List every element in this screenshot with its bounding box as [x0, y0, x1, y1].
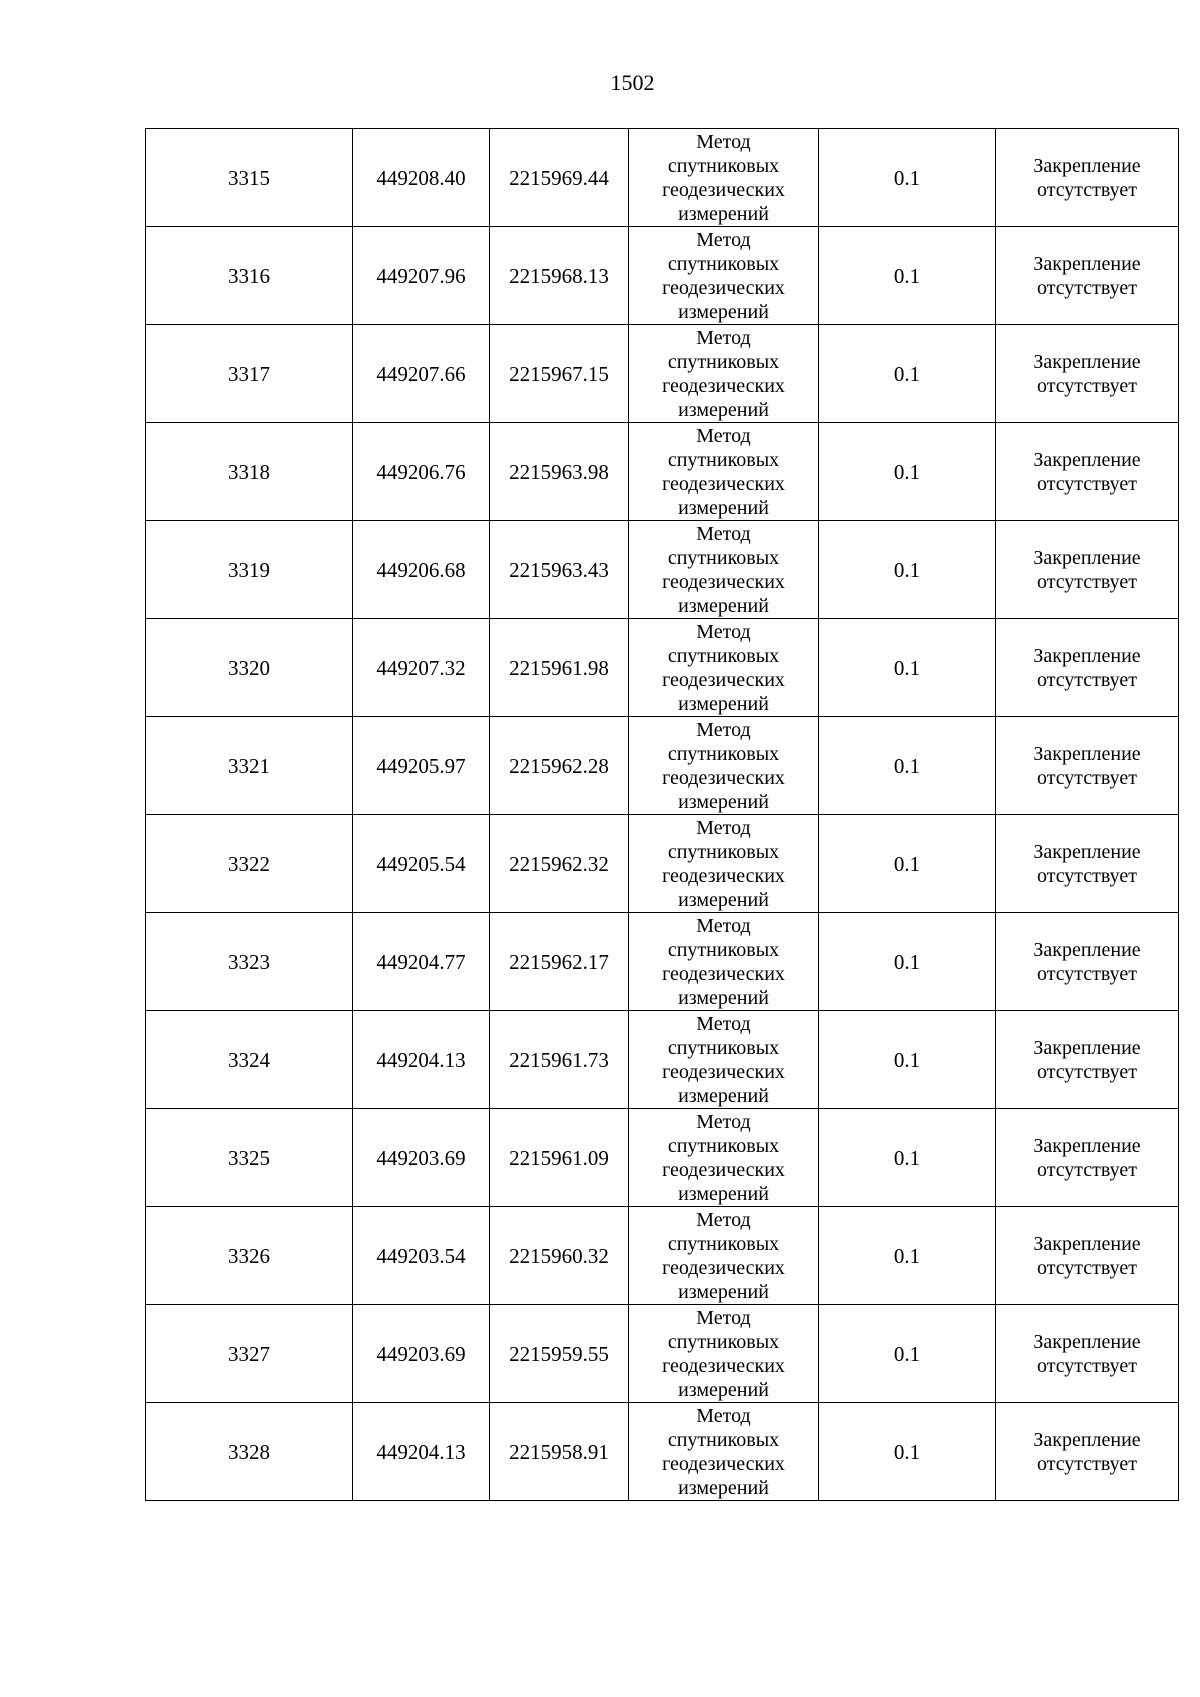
fixing-cell-line: отсутствует [1036, 374, 1138, 397]
fixing-cell-line: отсутствует [1036, 1256, 1138, 1279]
x-coordinate-cell: 449205.54 [353, 815, 490, 913]
fixing-cell [996, 1109, 1179, 1207]
method-cell-line: геодезических [662, 1354, 785, 1377]
table-row [146, 227, 1179, 325]
y-coordinate-cell: 2215961.09 [490, 1109, 629, 1207]
accuracy-cell: 0.1 [819, 1011, 996, 1109]
point-number-cell: 3315 [146, 129, 353, 227]
fixing-cell-line: Закрепление [1033, 154, 1141, 177]
method-cell-line: измерений [678, 888, 769, 911]
fixing-cell-line: Закрепление [1033, 1330, 1141, 1353]
x-coordinate-cell: 449204.13 [353, 1403, 490, 1501]
method-cell-line: геодезических [662, 570, 785, 593]
point-number-cell: 3328 [146, 1403, 353, 1501]
method-cell-line: Метод [696, 620, 751, 643]
x-coordinate-cell: 449203.54 [353, 1207, 490, 1305]
method-cell-line: Метод [696, 914, 751, 937]
method-cell [629, 1207, 819, 1305]
y-coordinate-cell: 2215959.55 [490, 1305, 629, 1403]
method-cell-line: геодезических [662, 374, 785, 397]
fixing-cell-line: Закрепление [1033, 252, 1141, 275]
method-cell-line: измерений [678, 1378, 769, 1401]
accuracy-cell: 0.1 [819, 423, 996, 521]
x-coordinate-cell: 449206.76 [353, 423, 490, 521]
fixing-cell-line: Закрепление [1033, 742, 1141, 765]
fixing-cell [996, 227, 1179, 325]
method-cell-line: спутниковых [667, 154, 780, 177]
fixing-cell-line: Закрепление [1033, 644, 1141, 667]
method-cell-line: Метод [696, 326, 751, 349]
point-number-cell: 3324 [146, 1011, 353, 1109]
method-cell-line: геодезических [662, 1060, 785, 1083]
fixing-cell [996, 1403, 1179, 1501]
fixing-cell [996, 619, 1179, 717]
fixing-cell-line: отсутствует [1036, 1354, 1138, 1377]
point-number-cell: 3316 [146, 227, 353, 325]
accuracy-cell: 0.1 [819, 619, 996, 717]
table-row [146, 619, 1179, 717]
point-number-cell: 3325 [146, 1109, 353, 1207]
fixing-cell-line: Закрепление [1033, 1428, 1141, 1451]
page-number: 1502 [610, 70, 655, 95]
method-cell [629, 423, 819, 521]
fixing-cell [996, 521, 1179, 619]
x-coordinate-cell: 449203.69 [353, 1109, 490, 1207]
point-number-cell: 3321 [146, 717, 353, 815]
method-cell [629, 325, 819, 423]
y-coordinate-cell: 2215961.98 [490, 619, 629, 717]
fixing-cell-line: Закрепление [1033, 1036, 1141, 1059]
method-cell-line: Метод [696, 228, 751, 251]
method-cell-line: спутниковых [667, 1036, 780, 1059]
method-cell-line: измерений [678, 692, 769, 715]
fixing-cell-line: Закрепление [1033, 938, 1141, 961]
y-coordinate-cell: 2215967.15 [490, 325, 629, 423]
method-cell-line: измерений [678, 496, 769, 519]
method-cell-line: геодезических [662, 472, 785, 495]
point-number-cell: 3317 [146, 325, 353, 423]
x-coordinate-cell: 449206.68 [353, 521, 490, 619]
method-cell [629, 619, 819, 717]
method-cell [629, 1305, 819, 1403]
point-number-cell: 3322 [146, 815, 353, 913]
fixing-cell [996, 423, 1179, 521]
method-cell-line: измерений [678, 1476, 769, 1499]
method-cell-line: измерений [678, 1280, 769, 1303]
table-row [146, 521, 1179, 619]
method-cell [629, 717, 819, 815]
fixing-cell-line: отсутствует [1036, 472, 1138, 495]
method-cell-line: спутниковых [667, 1232, 780, 1255]
point-number-cell: 3323 [146, 913, 353, 1011]
fixing-cell-line: Закрепление [1033, 1232, 1141, 1255]
fixing-cell [996, 129, 1179, 227]
method-cell-line: Метод [696, 718, 751, 741]
y-coordinate-cell: 2215963.43 [490, 521, 629, 619]
point-number-cell: 3320 [146, 619, 353, 717]
accuracy-cell: 0.1 [819, 717, 996, 815]
method-cell-line: геодезических [662, 766, 785, 789]
y-coordinate-cell: 2215962.17 [490, 913, 629, 1011]
method-cell-line: измерений [678, 790, 769, 813]
fixing-cell-line: отсутствует [1036, 178, 1138, 201]
table-row [146, 1109, 1179, 1207]
method-cell-line: Метод [696, 522, 751, 545]
method-cell [629, 521, 819, 619]
y-coordinate-cell: 2215958.91 [490, 1403, 629, 1501]
table-row [146, 325, 1179, 423]
fixing-cell [996, 1207, 1179, 1305]
y-coordinate-cell: 2215962.28 [490, 717, 629, 815]
method-cell-line: измерений [678, 202, 769, 225]
accuracy-cell: 0.1 [819, 521, 996, 619]
table-body [146, 129, 1179, 1501]
y-coordinate-cell: 2215960.32 [490, 1207, 629, 1305]
table-row [146, 129, 1179, 227]
fixing-cell-line: отсутствует [1036, 1452, 1138, 1475]
method-cell-line: измерений [678, 300, 769, 323]
method-cell-line: Метод [696, 1208, 751, 1231]
method-cell-line: спутниковых [667, 252, 780, 275]
table-row [146, 913, 1179, 1011]
y-coordinate-cell: 2215968.13 [490, 227, 629, 325]
method-cell [629, 129, 819, 227]
fixing-cell [996, 815, 1179, 913]
y-coordinate-cell: 2215962.32 [490, 815, 629, 913]
x-coordinate-cell: 449203.69 [353, 1305, 490, 1403]
method-cell-line: геодезических [662, 1452, 785, 1475]
accuracy-cell: 0.1 [819, 129, 996, 227]
table-row [146, 1403, 1179, 1501]
fixing-cell [996, 913, 1179, 1011]
accuracy-cell: 0.1 [819, 815, 996, 913]
method-cell-line: геодезических [662, 178, 785, 201]
x-coordinate-cell: 449204.13 [353, 1011, 490, 1109]
method-cell-line: Метод [696, 130, 751, 153]
method-cell-line: измерений [678, 398, 769, 421]
method-cell-line: спутниковых [667, 1134, 780, 1157]
point-number-cell: 3318 [146, 423, 353, 521]
method-cell-line: спутниковых [667, 546, 780, 569]
fixing-cell-line: отсутствует [1036, 864, 1138, 887]
fixing-cell [996, 325, 1179, 423]
x-coordinate-cell: 449207.66 [353, 325, 490, 423]
fixing-cell-line: Закрепление [1033, 350, 1141, 373]
accuracy-cell: 0.1 [819, 913, 996, 1011]
table-row [146, 1305, 1179, 1403]
accuracy-cell: 0.1 [819, 1109, 996, 1207]
method-cell-line: геодезических [662, 864, 785, 887]
fixing-cell-line: Закрепление [1033, 1134, 1141, 1157]
accuracy-cell: 0.1 [819, 325, 996, 423]
method-cell-line: измерений [678, 594, 769, 617]
point-number-cell: 3327 [146, 1305, 353, 1403]
fixing-cell-line: Закрепление [1033, 448, 1141, 471]
accuracy-cell: 0.1 [819, 1207, 996, 1305]
method-cell-line: Метод [696, 1306, 751, 1329]
method-cell [629, 1011, 819, 1109]
method-cell-line: Метод [696, 1404, 751, 1427]
point-number-cell: 3326 [146, 1207, 353, 1305]
table-row [146, 423, 1179, 521]
fixing-cell [996, 1305, 1179, 1403]
fixing-cell-line: отсутствует [1036, 766, 1138, 789]
method-cell [629, 227, 819, 325]
method-cell [629, 1109, 819, 1207]
x-coordinate-cell: 449207.32 [353, 619, 490, 717]
fixing-cell-line: отсутствует [1036, 1060, 1138, 1083]
point-number-cell: 3319 [146, 521, 353, 619]
method-cell-line: Метод [696, 1012, 751, 1035]
method-cell-line: геодезических [662, 962, 785, 985]
accuracy-cell: 0.1 [819, 1403, 996, 1501]
x-coordinate-cell: 449208.40 [353, 129, 490, 227]
accuracy-cell: 0.1 [819, 227, 996, 325]
fixing-cell-line: отсутствует [1036, 276, 1138, 299]
method-cell-line: спутниковых [667, 448, 780, 471]
coordinates-table [145, 128, 1179, 1501]
method-cell-line: спутниковых [667, 1330, 780, 1353]
method-cell-line: Метод [696, 1110, 751, 1133]
x-coordinate-cell: 449205.97 [353, 717, 490, 815]
method-cell-line: Метод [696, 424, 751, 447]
fixing-cell-line: Закрепление [1033, 840, 1141, 863]
fixing-cell-line: Закрепление [1033, 546, 1141, 569]
accuracy-cell: 0.1 [819, 1305, 996, 1403]
method-cell-line: измерений [678, 1182, 769, 1205]
method-cell-line: геодезических [662, 276, 785, 299]
method-cell-line: спутниковых [667, 1428, 780, 1451]
table-row [146, 717, 1179, 815]
y-coordinate-cell: 2215969.44 [490, 129, 629, 227]
method-cell-line: измерений [678, 1084, 769, 1107]
method-cell-line: спутниковых [667, 938, 780, 961]
fixing-cell-line: отсутствует [1036, 570, 1138, 593]
method-cell [629, 815, 819, 913]
x-coordinate-cell: 449204.77 [353, 913, 490, 1011]
table-row [146, 1207, 1179, 1305]
y-coordinate-cell: 2215963.98 [490, 423, 629, 521]
table-row [146, 1011, 1179, 1109]
method-cell-line: Метод [696, 816, 751, 839]
fixing-cell-line: отсутствует [1036, 962, 1138, 985]
method-cell-line: спутниковых [667, 742, 780, 765]
y-coordinate-cell: 2215961.73 [490, 1011, 629, 1109]
method-cell-line: геодезических [662, 668, 785, 691]
method-cell-line: спутниковых [667, 644, 780, 667]
method-cell [629, 1403, 819, 1501]
method-cell [629, 913, 819, 1011]
fixing-cell-line: отсутствует [1036, 1158, 1138, 1181]
method-cell-line: спутниковых [667, 350, 780, 373]
fixing-cell-line: отсутствует [1036, 668, 1138, 691]
method-cell-line: измерений [678, 986, 769, 1009]
method-cell-line: геодезических [662, 1158, 785, 1181]
fixing-cell [996, 717, 1179, 815]
table-row [146, 815, 1179, 913]
method-cell-line: спутниковых [667, 840, 780, 863]
x-coordinate-cell: 449207.96 [353, 227, 490, 325]
method-cell-line: геодезических [662, 1256, 785, 1279]
fixing-cell [996, 1011, 1179, 1109]
